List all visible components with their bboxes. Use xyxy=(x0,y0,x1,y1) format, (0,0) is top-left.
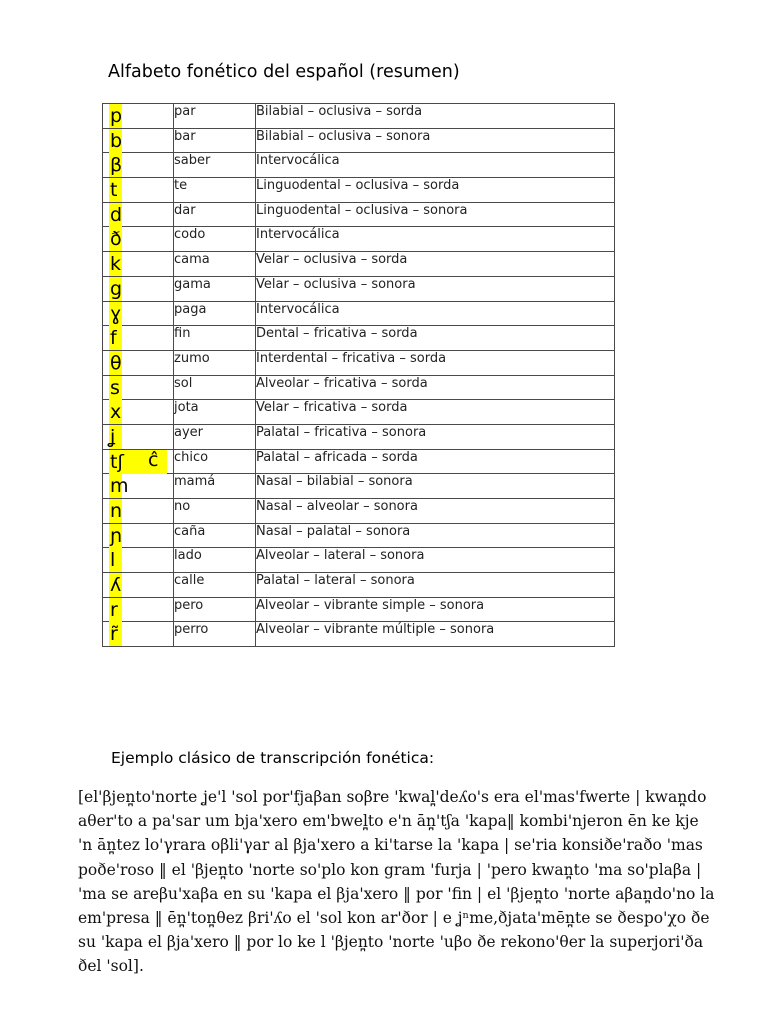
sound-description: Intervocálica xyxy=(256,301,615,326)
phonetic-symbol-main: b xyxy=(110,129,123,152)
transcription-line: su 'kapa el βja'xero ‖ por lo ke l 'βjen̪to 'norte 'uβo ðe rekono'θer la superjori'ða xyxy=(78,933,704,952)
phonetic-symbol-main: n xyxy=(110,500,123,522)
sound-description: Intervocálica xyxy=(256,227,615,252)
example-word: gama xyxy=(174,276,256,301)
table-row xyxy=(103,597,615,622)
table-row xyxy=(103,523,615,548)
example-word: zumo xyxy=(174,350,256,375)
symbol-cell xyxy=(103,400,174,425)
phonetic-symbol-main: l xyxy=(110,549,116,572)
phonetic-symbol-main: ɣ xyxy=(110,302,122,325)
table-row xyxy=(103,573,615,598)
table-row xyxy=(103,622,615,647)
transcription-line: poðe'roso ‖ el 'βjen̪to 'norte so'plo kon gram 'furja | 'pero kwan̪to 'ma so'plaβa | xyxy=(78,860,702,879)
sound-description: Velar – fricativa – sorda xyxy=(256,400,615,425)
example-word: par xyxy=(174,104,256,129)
phonetic-symbol xyxy=(110,105,122,127)
sound-description: Linguodental – oclusiva – sorda xyxy=(256,178,615,203)
example-word: bar xyxy=(174,128,256,153)
phonetic-symbol xyxy=(110,228,122,250)
sound-description: Palatal – lateral – sonora xyxy=(256,573,615,598)
symbol-cell xyxy=(103,548,174,573)
example-heading-text: Ejemplo clásico de transcripción fonética xyxy=(111,749,429,767)
table-row xyxy=(103,449,615,474)
sound-description: Bilabial – oclusiva – sorda xyxy=(256,104,615,129)
phonetic-symbol xyxy=(110,204,122,226)
phonetic-symbol-main: ʝ xyxy=(110,425,116,448)
transcription-line: ðel 'sol]. xyxy=(78,957,144,976)
sound-description: Bilabial – oclusiva – sonora xyxy=(256,128,615,153)
phonetic-symbol xyxy=(110,278,122,300)
sound-description: Velar – oclusiva – sorda xyxy=(256,252,615,277)
symbol-cell xyxy=(103,227,174,252)
sound-description: Alveolar – vibrante simple – sonora xyxy=(256,597,615,622)
phonetic-symbol xyxy=(110,401,121,423)
table-row xyxy=(103,202,615,227)
symbol-cell xyxy=(103,153,174,178)
phonetic-symbol-main: ɲ xyxy=(110,524,123,547)
phonetic-symbol-main: p xyxy=(110,105,123,127)
example-word: pero xyxy=(174,597,256,622)
phonetic-symbol-main: t xyxy=(110,179,118,202)
phonetic-symbol-main: β xyxy=(110,154,123,177)
phonetic-symbol xyxy=(110,154,122,176)
table-row xyxy=(103,276,615,301)
symbol-cell xyxy=(103,597,174,622)
sound-description: Dental – fricativa – sorda xyxy=(256,326,615,351)
phonetic-symbol-main: g xyxy=(110,277,123,300)
symbol-cell xyxy=(103,449,174,474)
phonetic-symbol xyxy=(110,179,117,201)
example-word: ayer xyxy=(174,424,256,449)
phonetic-symbol xyxy=(110,426,116,448)
symbol-cell xyxy=(103,326,174,351)
symbol-cell xyxy=(103,573,174,598)
phonetic-symbol-main: m xyxy=(110,475,129,498)
phonetic-symbol xyxy=(110,352,122,374)
symbol-cell xyxy=(103,622,174,647)
sound-description: Alveolar – vibrante múltiple – sonora xyxy=(256,622,615,647)
sound-description: Nasal – palatal – sonora xyxy=(256,523,615,548)
phonetic-symbol-main: ʎ xyxy=(110,574,122,597)
table-row xyxy=(103,252,615,277)
phonetic-symbol xyxy=(110,253,121,275)
table-row xyxy=(103,301,615,326)
example-word: mamá xyxy=(174,474,256,499)
example-word: te xyxy=(174,178,256,203)
phonetic-symbol xyxy=(110,475,129,497)
table-row xyxy=(103,400,615,425)
phonetic-symbol xyxy=(110,574,121,596)
example-word: jota xyxy=(174,400,256,425)
phonetic-symbol xyxy=(110,130,122,152)
example-word: saber xyxy=(174,153,256,178)
table-row xyxy=(103,350,615,375)
sound-description: Palatal – fricativa – sonora xyxy=(256,424,615,449)
sound-description: Nasal – bilabial – sonora xyxy=(256,474,615,499)
example-word: cama xyxy=(174,252,256,277)
table-row xyxy=(103,153,615,178)
example-word: chico xyxy=(174,449,256,474)
table-row xyxy=(103,499,615,524)
transcription-line: aθer'to a pa'sar um bja'xero em'bwel̪to e'n ān̪'tʃa 'kapa‖ kombi'njeron ēn ke kje xyxy=(78,812,699,831)
sound-description: Linguodental – oclusiva – sonora xyxy=(256,202,615,227)
phonetic-symbol-main: θ xyxy=(110,351,122,374)
transcription-paragraph xyxy=(78,785,715,979)
phonetic-symbol-main: f xyxy=(110,327,117,350)
symbol-cell xyxy=(103,301,174,326)
symbol-cell xyxy=(103,350,174,375)
table-row xyxy=(103,548,615,573)
sound-description: Intervocálica xyxy=(256,153,615,178)
symbol-cell xyxy=(103,276,174,301)
transcription-line: 'n ān̪tez lo'γrara oβli'γar al βja'xero a ki'tarse la 'kapa | se'ria konsiðe'raðo 'mas xyxy=(78,836,703,855)
sound-description: Interdental – fricativa – sorda xyxy=(256,350,615,375)
example-word: paga xyxy=(174,301,256,326)
sound-description: Nasal – alveolar – sonora xyxy=(256,499,615,524)
phonetic-symbol xyxy=(110,599,118,621)
phonetic-symbol-main: tʃ xyxy=(110,450,124,473)
table-row xyxy=(103,178,615,203)
symbol-cell xyxy=(103,202,174,227)
example-word: caña xyxy=(174,523,256,548)
example-word: dar xyxy=(174,202,256,227)
transcription-line: [el'βjen̪to'norte ʝe'l 'sol por'fjaβan soβre 'kwal̪'deʎo's era el'mas'fwerte | kwan̪do xyxy=(78,788,707,806)
example-word: perro xyxy=(174,622,256,647)
example-word: sol xyxy=(174,375,256,400)
symbol-cell xyxy=(103,375,174,400)
phonetic-symbol xyxy=(110,377,120,399)
table-row xyxy=(103,104,615,129)
table-row xyxy=(103,375,615,400)
symbol-cell xyxy=(103,104,174,129)
phonetic-symbol-main: r̃ xyxy=(110,623,118,646)
symbol-cell xyxy=(103,128,174,153)
symbol-cell xyxy=(103,523,174,548)
phonetic-symbol-main: ð xyxy=(110,228,122,251)
phonetic-symbol-main: d xyxy=(110,203,123,226)
phonetic-symbol-main: x xyxy=(110,401,122,424)
table-row xyxy=(103,326,615,351)
symbol-cell xyxy=(103,499,174,524)
symbol-cell xyxy=(103,474,174,499)
phonetic-symbol-main: r xyxy=(110,598,118,621)
phonetic-symbol-alt: ĉ xyxy=(148,448,159,471)
phonetic-symbol xyxy=(110,525,122,547)
example-word: lado xyxy=(174,548,256,573)
symbol-cell xyxy=(103,252,174,277)
sound-description: Velar – oclusiva – sonora xyxy=(256,276,615,301)
sound-description: Palatal – africada – sorda xyxy=(256,449,615,474)
transcription-line: em'presa ‖ ēn̪'ton̪θez βri'ʎo el 'sol kon ar'ðor | e ʝⁿme,ðjata'mēn̪te se ðespo'χo ðe xyxy=(78,909,710,928)
example-word: codo xyxy=(174,227,256,252)
example-word: calle xyxy=(174,573,256,598)
sound-description: Alveolar – lateral – sonora xyxy=(256,548,615,573)
example-word: fin xyxy=(174,326,256,351)
phonetic-symbol xyxy=(110,623,118,645)
phonetic-symbol xyxy=(110,303,121,325)
phonetic-symbol-main: k xyxy=(110,253,122,276)
table-row xyxy=(103,128,615,153)
transcription-line: 'ma se areβu'xaβa en su 'kapa el βja'xero ‖ por 'fin | el 'βjen̪to 'norte aβan̪do'no la xyxy=(78,884,715,903)
example-word: no xyxy=(174,499,256,524)
sound-description: Alveolar – fricativa – sorda xyxy=(256,375,615,400)
phonetic-table xyxy=(102,103,615,647)
phonetic-symbol xyxy=(110,500,122,522)
table-row xyxy=(103,474,615,499)
symbol-cell xyxy=(103,178,174,203)
page-title: Alfabeto fonético del español (resumen) xyxy=(108,62,460,82)
phonetic-symbol xyxy=(110,327,117,349)
table-row xyxy=(103,227,615,252)
phonetic-symbol xyxy=(110,448,166,473)
phonetic-symbol xyxy=(110,549,115,571)
example-heading-colon: : xyxy=(428,749,435,767)
example-heading xyxy=(111,749,434,767)
symbol-cell xyxy=(103,424,174,449)
table-row xyxy=(103,424,615,449)
phonetic-symbol-main: s xyxy=(110,376,120,399)
